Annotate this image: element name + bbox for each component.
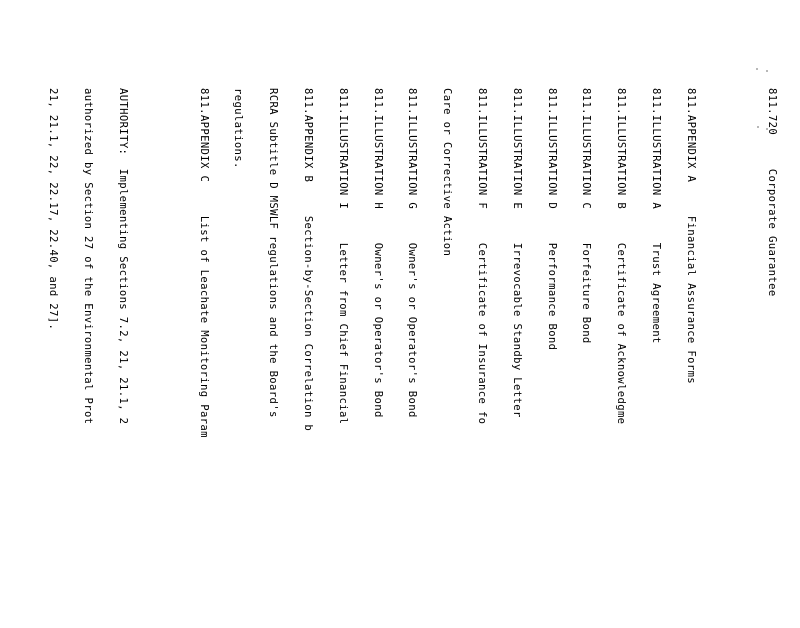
toc-item: 811.APPENDIX A Financial Assurance Forms [684,88,697,385]
rotated-document-text [0,88,800,628]
toc-item: 811.APPENDIX C List of Leachate Monitoring Param [197,88,210,438]
authority-line: 21, 21.1, 22, 22.17, 22.40, and 27]. [47,88,59,331]
toc-item: 811.ILLUSTRATION F Certificate of Insurance fo [475,88,488,425]
toc-item: 811.APPENDIX B Section-by-Section Correlation b [302,88,315,432]
toc-item: 811.ILLUSTRATION I Letter from Chief Financial [336,88,349,425]
toc-item: 811.ILLUSTRATION B Certificate of Acknowledgme [615,88,628,425]
toc-item: regulations. [232,88,245,169]
toc-item: 811.ILLUSTRATION C Forfeiture Bond [580,88,593,344]
authority-line: AUTHORITY: Implementing Sections 7.2, 21, 21.1, 2 [116,88,129,425]
toc-item: 811.ILLUSTRATION A Trust Agreement [649,88,662,344]
toc-item: RCRA Subtitle D MSWLF regulations and the Board's [267,88,280,418]
toc-item: 811.ILLUSTRATION H Owner's or Operator's Bond [371,88,384,418]
section-header: 811.720 Corporate Guarantee [765,88,778,297]
toc-item: 811.ILLUSTRATION E Irrevocable Standby Letter [510,88,523,418]
toc-item: 811.ILLUSTRATION G Owner's or Operator's Bond [406,88,419,418]
toc-item: Care or Corrective Action [441,88,454,257]
toc-item: 811.ILLUSTRATION D Performance Bond [545,88,558,351]
authority-line: authorized by Section 27 of the Environmental Prot [81,88,94,425]
